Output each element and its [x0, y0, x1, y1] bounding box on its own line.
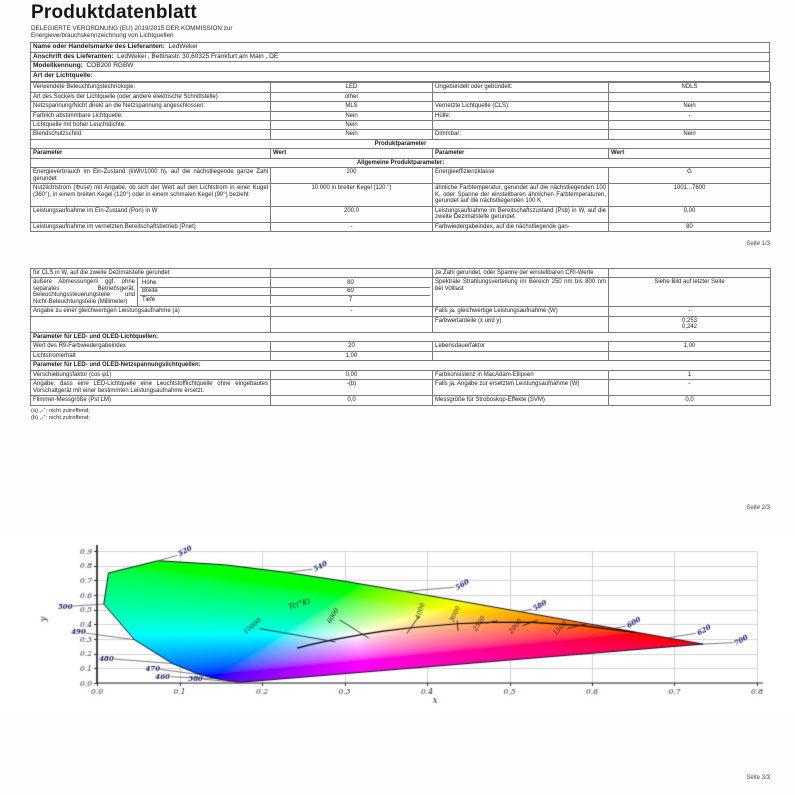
dimension-value: 7: [348, 296, 353, 303]
param-label: Farblich abstimmbare Lichtquelle:: [31, 111, 271, 120]
param-label: Lichtstromerhalt: [31, 351, 271, 360]
param-label: Flimmer-Messgröße (Pst LM): [31, 396, 271, 405]
param-label: Nutzlichtstrom (Φuse) mit Angabe, ob sich der Wert auf den Lichtstrom in einer Kugel (360°), in einem breiten Kegel (120°) oder in einem schmalen Kegel (90°) bezieht: [31, 184, 271, 206]
col-header-parameter-2: Parameter: [433, 149, 609, 158]
table-row: [31, 396, 771, 405]
param-value: -: [609, 307, 771, 316]
param-label: ähnliche Farbtemperatur, gerundet auf die nächstliegenden 100 K, oder Spanne der einstellbaren ähnlichen Farbtemperaturen, gerundet auf die nächstliegenden 100 K: [433, 184, 609, 206]
model-label: Modellkennung:: [33, 62, 83, 70]
supplier-name-value: LedWekei: [168, 42, 198, 50]
supplier-address-row: [31, 52, 770, 62]
param-label: Verwendete Beleuchtungstechnologie:: [31, 83, 271, 92]
param-label: Falls ja, Angabe zur ersetzten Leistungsaufnahme (W): [433, 380, 609, 396]
col-header-wert-2: Wert: [609, 149, 771, 158]
param-label: Leistungsaufnahme im Ein-Zustand (Pon) in W: [31, 206, 271, 222]
param-label: Wert des R9-Farbwiedergabeindex: [31, 342, 271, 351]
section-produktparameter: Produktparameter: [31, 139, 771, 148]
supplier-name-row: [31, 42, 770, 52]
table-row: [31, 83, 771, 92]
chromaticity-y: 0,242: [681, 324, 697, 331]
param-value: 20: [271, 342, 433, 351]
table-row: [31, 168, 771, 184]
regulation-line-1: DELEGIERTE VERORDNUNG (EU) 2019/2015 DER KOMMISSION zur: [31, 25, 233, 32]
regulation-line-2: Energieverbrauchskennzeichnung von Lichtquellen: [31, 32, 174, 40]
param-label: Leistungsaufnahme im vernetzten Bereitschaftsbetrieb (Pnet): [31, 222, 271, 231]
footnote-a: (a) „-“: nicht zutreffend;: [31, 407, 90, 414]
param-label: ze Zahl gerundet, oder Spanne der einstellbaren CRI-Werte: [433, 269, 609, 278]
model-row: [31, 62, 770, 72]
supplier-address-value: LedWekei , Bettinastr. 30,60325 Frankfurt am Main , DE: [117, 52, 279, 60]
param-label: Ungebündelt oder gebündelt:: [433, 83, 609, 92]
param-value: MLS: [271, 102, 433, 111]
param-label: Angabe zu einer gleichwertigen Leistungsaufnahme (a): [31, 307, 271, 316]
param-value: Nein: [271, 130, 433, 139]
section-row: [31, 158, 771, 167]
param-label: Lichtquelle mit hoher Leuchtdichte:: [31, 120, 271, 129]
param-label: Lebensdauerfaktor: [433, 342, 609, 351]
page-marker-2: Seite 2/3: [746, 505, 770, 511]
col-header-wert-1: Wert: [271, 149, 433, 158]
param-value: -(b): [271, 380, 433, 396]
param-label: Angabe, dass eine LED-Lichtquelle eine Leuchtstofflichtquelle ohne eingebautes Vorschaltgerät mit einer bestimmten Leistungsaufnahme ersetzt.: [31, 380, 271, 396]
light-source-type-row: [31, 72, 770, 82]
dimension-row: [140, 279, 430, 287]
product-parameters-table-page1: [30, 82, 771, 232]
param-value: 200,0: [271, 206, 433, 222]
table-row: [31, 206, 771, 222]
light-source-type-label: Art der Lichtquelle:: [33, 72, 93, 80]
param-label: Falls ja, gleichwertige Leistungsaufnahme (W): [433, 307, 609, 316]
column-header-row: [31, 149, 771, 158]
param-value: 10 000 in breiter Kegel (120 °): [271, 184, 433, 206]
param-value: Siehe Bild auf letzter Seite: [609, 278, 771, 307]
param-label: für CLS in W, auf die zweite Dezimalstelle gerundet: [31, 269, 271, 278]
col-header-parameter-1: Parameter: [31, 149, 271, 158]
footnote-b: (b) „-“: nicht zutreffend;: [31, 414, 90, 421]
param-value: 0,00: [271, 370, 433, 379]
product-parameters-table-page2: [30, 268, 771, 406]
param-label: [433, 92, 609, 101]
dimension-value: 80: [271, 279, 431, 287]
param-label: Vernetzte Lichtquelle (CLS):: [433, 102, 609, 111]
param-value: [609, 92, 771, 101]
table-row: [31, 307, 771, 316]
dimensions-subtable: [140, 279, 430, 303]
param-value: -: [609, 111, 771, 120]
param-label: Netzspannung/Nicht direkt an die Netzspannung angeschlossen:: [31, 102, 271, 111]
table-row: [31, 130, 771, 139]
param-value: NDLS: [609, 83, 771, 92]
supplier-address-label: Anschrift des Lieferanten:: [33, 52, 114, 60]
param-value: [609, 120, 771, 129]
section-row: [31, 332, 771, 341]
table-row: [31, 111, 771, 120]
param-label: Farbwiedergabeindex, auf die nächstliegende gan-: [433, 222, 609, 231]
table-row: [31, 102, 771, 111]
chromaticity-x: 0,253: [681, 317, 697, 324]
param-label: [31, 316, 271, 332]
param-value: [609, 269, 771, 278]
param-label: Verschiebungsfaktor (cos φ1): [31, 370, 271, 379]
param-label: [433, 120, 609, 129]
model-value: COB200 RGBW: [86, 62, 134, 70]
table-row: [31, 269, 771, 278]
param-value: -: [271, 222, 433, 231]
param-label: Dimmbar:: [433, 130, 609, 139]
dimension-row: [140, 287, 430, 295]
dimension-row: [140, 296, 430, 304]
param-value: 0,00: [609, 206, 771, 222]
param-label: Leistungsaufnahme im Bereitschaftszustand (Psb) in W, auf die zweite Dezimalstelle gerundet: [433, 206, 609, 222]
param-value: 1: [609, 370, 771, 379]
section-led-parameters: Parameter für LED- und OLED-Lichtquellen:: [31, 332, 771, 341]
dimension-value: 60: [271, 287, 431, 295]
cie-chromaticity-diagram: [0, 535, 795, 710]
table-row: [31, 316, 771, 332]
section-row: [31, 361, 771, 370]
table-row: [31, 222, 771, 231]
supplier-info-table: [30, 42, 770, 82]
table-row: [31, 92, 771, 101]
page-marker-1: Seite 1/3: [746, 241, 770, 247]
dimension-name: Breite: [140, 287, 271, 295]
param-value: 200: [271, 168, 433, 184]
param-label: Hülle:: [433, 111, 609, 120]
dimension-name: Höhe: [140, 279, 271, 287]
param-value: Nein: [609, 102, 771, 111]
param-value: [271, 269, 433, 278]
section-allgemeine-produktparameter: Allgemeine Produktparameter:: [31, 158, 771, 167]
datasheet-page2: [30, 268, 770, 422]
cie-diagram-canvas: [0, 535, 795, 710]
param-value: -: [271, 307, 433, 316]
param-label: Messgröße für Stroboskop-Effekte (SVM): [433, 396, 609, 405]
param-value: [271, 316, 433, 332]
page-marker-3: Seite 3/3: [746, 775, 770, 781]
param-value: 0,0: [271, 396, 433, 405]
dimensions-label: äußere Abmessungen\ ggf. ohne separates Betriebsgerät, Beleuchtungssteuerungsteile und Nicht-Beleuchtungsteile (Millimeter): [31, 278, 138, 307]
section-row: [31, 139, 771, 148]
param-value: 1001...7600: [609, 184, 771, 206]
param-value: 0,0: [609, 396, 771, 405]
dimension-name: Tiefe: [140, 296, 271, 304]
param-value: other: [271, 92, 433, 101]
param-value: 80: [609, 222, 771, 231]
param-value: -: [609, 380, 771, 396]
param-value: [609, 351, 771, 360]
param-value: G: [609, 168, 771, 184]
param-value: 1,00: [609, 342, 771, 351]
param-label: Art des Sockels der Lichtquelle (oder andere elektrische Schnittstelle): [31, 92, 271, 101]
dimensions-row: [31, 278, 771, 307]
table-row: [31, 370, 771, 379]
regulation-subtitle: [31, 25, 770, 40]
page-title: Produktdatenblatt: [31, 2, 197, 23]
param-label: Blendschutzschild:: [31, 130, 271, 139]
param-value: Nein: [609, 130, 771, 139]
footnotes: [31, 408, 770, 422]
datasheet-header: [30, 2, 770, 232]
param-label: Energieeffizienzklasse: [433, 168, 609, 184]
table-row: [31, 184, 771, 206]
param-label: Spektrale Strahlungsverteilung im Bereich 250 nm bis 800 nm bei Volllast: [433, 278, 609, 307]
chromaticity-values: [609, 316, 771, 332]
param-label: Farbwertanteile (x und y): [433, 316, 609, 332]
param-value: 1,00: [271, 351, 433, 360]
param-value: Nein: [271, 120, 433, 129]
param-value: Nein: [271, 111, 433, 120]
table-row: [31, 342, 771, 351]
param-label: Farbkonsistenz in MacAdam-Ellipsen: [433, 370, 609, 379]
supplier-name-label: Name oder Handelsmarke des Lieferanten:: [33, 42, 165, 50]
param-value: LED: [271, 83, 433, 92]
section-mains-led-parameters: Parameter für LED- und OLED-Netzspannungslichtquellen:: [31, 361, 771, 370]
table-row: [31, 120, 771, 129]
table-row: [31, 380, 771, 396]
param-label: Energieverbrauch im Ein-Zustand (kWh/1000 h), auf die nächstliegende ganze Zahl gerundet: [31, 168, 271, 184]
param-label: [433, 351, 609, 360]
table-row: [31, 351, 771, 360]
